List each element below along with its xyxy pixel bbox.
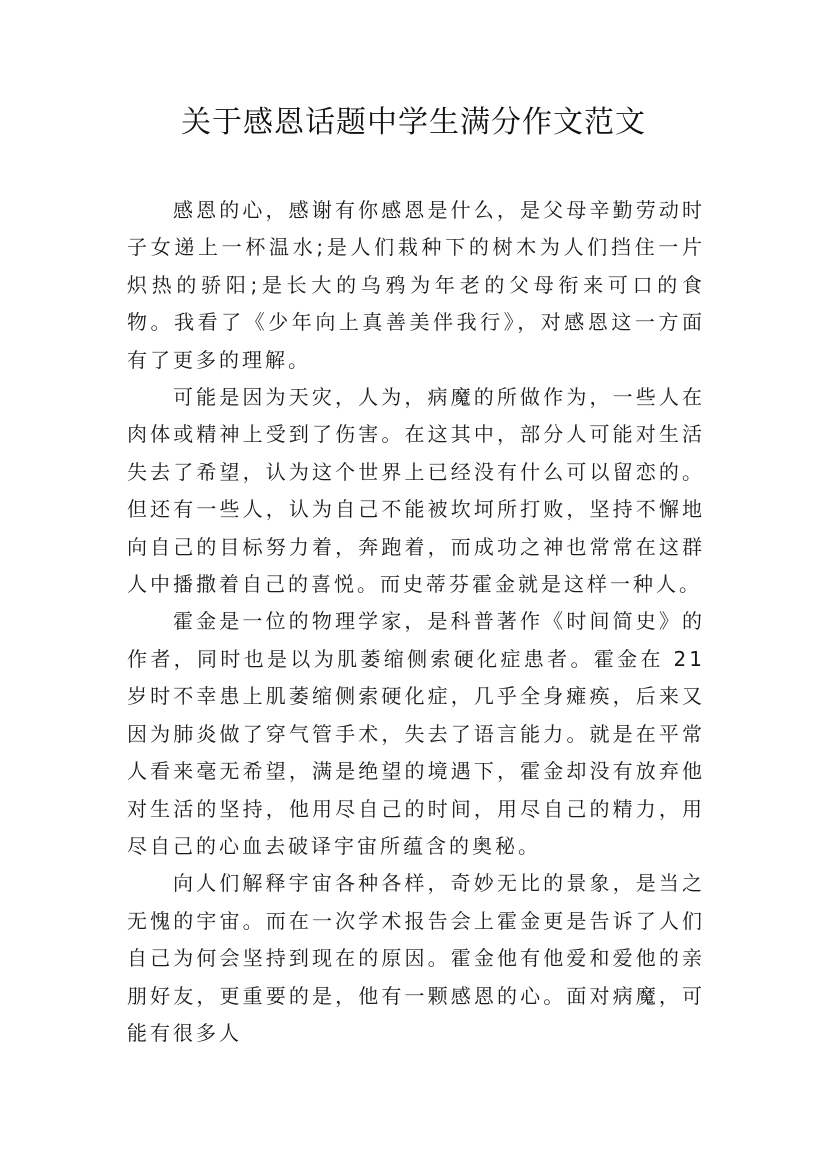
paragraph: 向人们解释宇宙各种各样，奇妙无比的景象，是当之无愧的宇宙。而在一次学术报告会上霍金更是告诉了人们自己为何会坚持到现在的原因。霍金他有他爱和爱他的亲朋好友，更重要的是，他有一颗感恩的心。面对病魔，可能有很多人 xyxy=(127,871,705,1045)
document-title: 关于感恩话题中学生满分作文范文 xyxy=(181,105,646,140)
paragraph: 感恩的心，感谢有你感恩是什么，是父母辛勤劳动时子女递上一杯温水;是人们栽种下的树木为人们挡住一片炽热的骄阳;是长大的乌鸦为年老的父母衔来可口的食物。我看了《少年向上真善美伴我行》，对感恩这一方面有了更多的理解。 xyxy=(127,198,705,372)
document-body xyxy=(127,192,705,1052)
paragraph: 霍金是一位的物理学家，是科普著作《时间简史》的作者，同时也是以为肌萎缩侧索硬化症患者。霍金在 21 岁时不幸患上肌萎缩侧索硬化症，几乎全身瘫痪，后来又因为肺炎做了穿气管手术，失去了语言能力。就是在平常人看来毫无希望，满是绝望的境遇下，霍金却没有放弃他对生活的坚持，他用尽自己的时间，用尽自己的精力，用尽自己的心血去破译宇宙所蕴含的奥秘。 xyxy=(127,609,705,858)
paragraph: 可能是因为天灾，人为，病魔的所做作为，一些人在肉体或精神上受到了伤害。在这其中，部分人可能对生活失去了希望，认为这个世界上已经没有什么可以留恋的。但还有一些人，认为自己不能被坎坷所打败，坚持不懈地向自己的目标努力着，奔跑着，而成功之神也常常在这群人中播撒着自己的喜悦。而史蒂芬霍金就是这样一种人。 xyxy=(127,385,705,597)
